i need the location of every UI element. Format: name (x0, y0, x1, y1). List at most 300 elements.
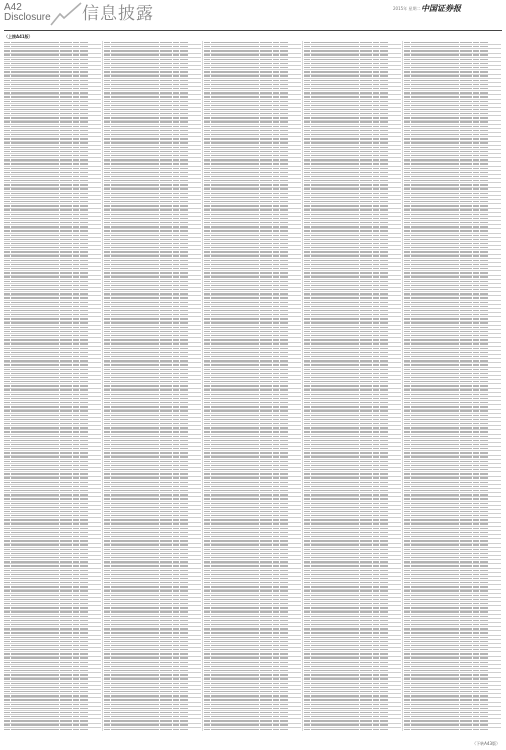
table-cell (111, 226, 160, 227)
table-cell (80, 343, 88, 344)
table-cell (173, 230, 179, 231)
table-cell (360, 247, 372, 248)
table-cell (73, 473, 79, 474)
table-cell (360, 184, 372, 185)
table-cell (304, 352, 310, 353)
table-cell (180, 637, 188, 638)
table-cell (380, 389, 388, 390)
table-cell (204, 540, 210, 541)
table-cell (311, 415, 360, 416)
table-cell (211, 276, 260, 277)
table-cell (4, 570, 10, 571)
table-cell (173, 444, 179, 445)
table-cell (4, 653, 10, 654)
table-cell (380, 507, 388, 508)
table-cell (204, 666, 210, 667)
table-cell (273, 729, 279, 730)
table-cell (304, 142, 310, 143)
table-cell (280, 419, 288, 420)
table-cell (60, 410, 72, 411)
table-cell (4, 657, 10, 658)
table-cell (104, 570, 110, 571)
table-cell (104, 544, 110, 545)
table-cell (111, 147, 160, 148)
table-cell (73, 117, 79, 118)
table-cell (280, 205, 288, 206)
table-cell (373, 188, 379, 189)
table-cell (311, 695, 360, 696)
table-cell (80, 63, 88, 64)
table-cell (304, 201, 310, 202)
table-cell (4, 46, 10, 47)
table-cell (211, 394, 260, 395)
table-cell (311, 456, 360, 457)
table-cell (211, 691, 260, 692)
table-cell (73, 720, 79, 721)
table-cell (111, 172, 160, 173)
table-cell (173, 632, 179, 633)
table-cell (373, 528, 379, 529)
table-cell (104, 670, 110, 671)
table-cell (373, 465, 379, 466)
table-cell (304, 465, 310, 466)
table-cell (173, 657, 179, 658)
table-cell (73, 536, 79, 537)
table-cell (80, 595, 88, 596)
table-cell (4, 528, 10, 529)
table-cell (280, 272, 288, 273)
table-cell (60, 226, 72, 227)
table-cell (311, 201, 360, 202)
table-cell (373, 218, 379, 219)
table-cell (173, 188, 179, 189)
table-cell (80, 398, 88, 399)
table-cell (4, 134, 10, 135)
table-cell (280, 264, 288, 265)
table-cell (273, 59, 279, 60)
table-cell (160, 260, 172, 261)
table-cell (360, 50, 372, 51)
table-cell (311, 356, 360, 357)
table-cell (204, 561, 210, 562)
table-cell (204, 218, 210, 219)
table-cell (80, 235, 88, 236)
table-cell (173, 314, 179, 315)
table-cell (111, 632, 160, 633)
table-cell (311, 243, 360, 244)
table-cell (73, 687, 79, 688)
table-cell (273, 318, 279, 319)
table-cell (311, 402, 360, 403)
newspaper-logo: 中国证券报 (421, 3, 461, 13)
table-cell (73, 532, 79, 533)
table-cell (180, 260, 188, 261)
table-cell (260, 456, 272, 457)
table-cell (173, 410, 179, 411)
table-cell (204, 456, 210, 457)
table-cell (73, 235, 79, 236)
table-cell (160, 352, 172, 353)
table-cell (160, 519, 172, 520)
table-cell (211, 448, 260, 449)
table-cell (180, 494, 188, 495)
table-cell (160, 678, 172, 679)
table-cell (104, 565, 110, 566)
table-cell (360, 92, 372, 93)
table-cell (111, 105, 160, 106)
table-cell (380, 239, 388, 240)
table-cell (273, 599, 279, 600)
table-cell (4, 708, 10, 709)
table-cell (160, 268, 172, 269)
table-cell (60, 649, 72, 650)
table-cell (73, 130, 79, 131)
table-cell (173, 553, 179, 554)
table-cell (260, 272, 272, 273)
table-cell (104, 419, 110, 420)
table-cell (360, 197, 372, 198)
table-cell (204, 674, 210, 675)
table-cell (204, 553, 210, 554)
table-cell (280, 482, 288, 483)
table-cell (73, 214, 79, 215)
table-cell (160, 490, 172, 491)
table-cell (211, 410, 260, 411)
table-cell (280, 699, 288, 700)
table-cell (273, 71, 279, 72)
table-cell (260, 339, 272, 340)
table-cell (311, 662, 360, 663)
table-cell (360, 272, 372, 273)
table-cell (260, 151, 272, 152)
table-cell (380, 683, 388, 684)
table-cell (104, 235, 110, 236)
table-cell (280, 63, 288, 64)
table-cell (380, 557, 388, 558)
table-cell (104, 423, 110, 424)
table-cell (211, 632, 260, 633)
table-cell (111, 515, 160, 516)
table-cell (260, 176, 272, 177)
table-cell (273, 193, 279, 194)
table-cell (204, 519, 210, 520)
table-cell (380, 687, 388, 688)
table-cell (80, 297, 88, 298)
table-cell (360, 415, 372, 416)
table-cell (273, 281, 279, 282)
table-cell (111, 268, 160, 269)
table-cell (4, 272, 10, 273)
table-cell (280, 603, 288, 604)
table-cell (373, 611, 379, 612)
table-cell (360, 159, 372, 160)
table-cell (304, 519, 310, 520)
table-cell (180, 406, 188, 407)
table-cell (273, 716, 279, 717)
table-cell (373, 281, 379, 282)
table-cell (60, 549, 72, 550)
table-cell (373, 381, 379, 382)
table-cell (311, 251, 360, 252)
table-cell (260, 322, 272, 323)
table-cell (211, 297, 260, 298)
table-cell (111, 519, 160, 520)
table-cell (273, 251, 279, 252)
table-cell (311, 373, 360, 374)
table-cell (211, 461, 260, 462)
table-cell (173, 637, 179, 638)
table-cell (80, 155, 88, 156)
table-cell (280, 473, 288, 474)
table-cell (111, 410, 160, 411)
table-cell (180, 486, 188, 487)
table-cell (11, 343, 60, 344)
table-cell (160, 415, 172, 416)
table-cell (304, 147, 310, 148)
table-cell (180, 402, 188, 403)
table-cell (211, 327, 260, 328)
table-cell (311, 151, 360, 152)
table-cell (380, 318, 388, 319)
table-cell (311, 578, 360, 579)
table-cell (73, 335, 79, 336)
continued-from-heading: （上接A41版） (4, 34, 33, 39)
table-cell (4, 553, 10, 554)
table-cell (280, 168, 288, 169)
table-cell (204, 302, 210, 303)
table-cell (373, 285, 379, 286)
table-cell (173, 381, 179, 382)
table-cell (180, 54, 188, 55)
table-cell (11, 448, 60, 449)
table-cell (373, 96, 379, 97)
table-cell (373, 147, 379, 148)
table-cell (160, 168, 172, 169)
table-cell (173, 670, 179, 671)
table-cell (4, 402, 10, 403)
table-cell (311, 163, 360, 164)
table-cell (180, 360, 188, 361)
table-cell (104, 205, 110, 206)
table-cell (60, 641, 72, 642)
table-cell (280, 565, 288, 566)
table-cell (280, 461, 288, 462)
table-cell (111, 314, 160, 315)
table-cell (260, 80, 272, 81)
table-cell (360, 674, 372, 675)
table-cell (180, 590, 188, 591)
table-cell (160, 235, 172, 236)
table-cell (11, 695, 60, 696)
table-cell (80, 356, 88, 357)
table-cell (304, 138, 310, 139)
table-cell (273, 465, 279, 466)
table-cell (111, 264, 160, 265)
table-cell (173, 603, 179, 604)
table-cell (373, 138, 379, 139)
table-cell (204, 126, 210, 127)
table-cell (111, 394, 160, 395)
table-cell (104, 389, 110, 390)
table-cell (211, 712, 260, 713)
table-cell (173, 142, 179, 143)
table-cell (4, 440, 10, 441)
table-cell (180, 147, 188, 148)
table-cell (160, 159, 172, 160)
table-cell (11, 339, 60, 340)
table-cell (160, 461, 172, 462)
table-cell (260, 343, 272, 344)
table-cell (180, 498, 188, 499)
table-cell (173, 494, 179, 495)
table-cell (173, 402, 179, 403)
table-cell (380, 607, 388, 608)
table-cell (60, 461, 72, 462)
table-cell (60, 302, 72, 303)
table-cell (204, 314, 210, 315)
table-cell (180, 239, 188, 240)
table-cell (104, 176, 110, 177)
table-cell (73, 708, 79, 709)
table-cell (311, 239, 360, 240)
table-cell (311, 699, 360, 700)
table-cell (304, 549, 310, 550)
table-cell (280, 197, 288, 198)
table-cell (104, 348, 110, 349)
table-cell (160, 281, 172, 282)
table-cell (260, 318, 272, 319)
table-cell (311, 574, 360, 575)
table-cell (360, 109, 372, 110)
table-cell (180, 662, 188, 663)
table-cell (180, 331, 188, 332)
table-cell (160, 653, 172, 654)
table-cell (173, 180, 179, 181)
table-cell (360, 503, 372, 504)
table-cell (4, 302, 10, 303)
table-cell (373, 80, 379, 81)
table-cell (380, 184, 388, 185)
table-cell (111, 528, 160, 529)
table-cell (180, 657, 188, 658)
table-cell (173, 599, 179, 600)
table-cell (104, 239, 110, 240)
table-cell (180, 674, 188, 675)
table-cell (11, 117, 60, 118)
table-cell (111, 653, 160, 654)
table-cell (104, 503, 110, 504)
table-cell (111, 381, 160, 382)
table-cell (380, 297, 388, 298)
table-cell (4, 410, 10, 411)
table-cell (80, 465, 88, 466)
table-cell (211, 314, 260, 315)
table-cell (160, 607, 172, 608)
table-cell (280, 440, 288, 441)
table-cell (360, 297, 372, 298)
table-cell (204, 503, 210, 504)
table-cell (360, 607, 372, 608)
table-cell (180, 628, 188, 629)
table-cell (373, 729, 379, 730)
table-cell (4, 515, 10, 516)
table-cell (111, 134, 160, 135)
table-cell (11, 260, 60, 261)
table-cell (211, 322, 260, 323)
table-cell (273, 419, 279, 420)
table-cell (311, 214, 360, 215)
table-cell (373, 653, 379, 654)
table-cell (211, 482, 260, 483)
table-cell (273, 565, 279, 566)
table-cell (373, 628, 379, 629)
table-cell (73, 528, 79, 529)
table-cell (73, 377, 79, 378)
table-cell (180, 322, 188, 323)
table-cell (211, 272, 260, 273)
table-cell (180, 699, 188, 700)
table-cell (160, 184, 172, 185)
table-cell (304, 536, 310, 537)
table-cell (60, 197, 72, 198)
table-cell (273, 486, 279, 487)
table-cell (180, 377, 188, 378)
table-cell (111, 318, 160, 319)
table-cell (80, 641, 88, 642)
table-cell (304, 544, 310, 545)
table-cell (204, 389, 210, 390)
table-cell (273, 84, 279, 85)
table-cell (104, 168, 110, 169)
table-cell (4, 469, 10, 470)
table-cell (160, 699, 172, 700)
table-cell (4, 385, 10, 386)
table-cell (111, 364, 160, 365)
table-cell (160, 327, 172, 328)
table-cell (273, 427, 279, 428)
table-cell (304, 653, 310, 654)
table-cell (60, 381, 72, 382)
table-cell (111, 662, 160, 663)
table-cell (73, 385, 79, 386)
table-cell (273, 130, 279, 131)
table-cell (260, 419, 272, 420)
table-cell (273, 285, 279, 286)
table-cell (311, 247, 360, 248)
table-cell (380, 159, 388, 160)
table-cell (160, 440, 172, 441)
table-cell (204, 523, 210, 524)
table-cell (304, 511, 310, 512)
table-cell (360, 356, 372, 357)
table-cell (360, 331, 372, 332)
table-cell (211, 674, 260, 675)
table-cell (204, 318, 210, 319)
table-cell (80, 557, 88, 558)
table-cell (11, 251, 60, 252)
table-cell (80, 96, 88, 97)
table-cell (273, 377, 279, 378)
table-cell (80, 172, 88, 173)
table-cell (373, 310, 379, 311)
table-cell (4, 540, 10, 541)
table-cell (211, 507, 260, 508)
table-cell (104, 712, 110, 713)
table-cell (211, 398, 260, 399)
table-cell (4, 494, 10, 495)
table-cell (304, 557, 310, 558)
table-cell (280, 402, 288, 403)
